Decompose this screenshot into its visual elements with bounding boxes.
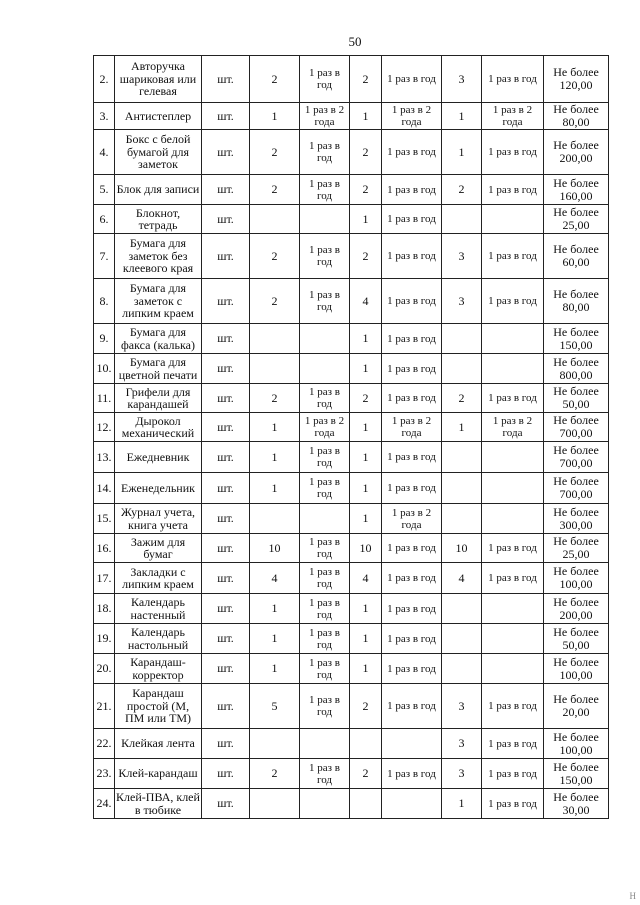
- table-row: [94, 473, 609, 504]
- cell-f2: 1 раз в год: [382, 354, 442, 384]
- cell-num: 20.: [94, 654, 115, 684]
- cell-q2: [350, 789, 382, 819]
- cell-price: Не более 700,00: [544, 413, 609, 442]
- cell-f3: 1 раз в год: [482, 759, 544, 789]
- cell-q3: 1: [442, 103, 482, 130]
- cell-name: Грифели для карандашей: [115, 384, 202, 413]
- cell-name: Календарь настольный: [115, 624, 202, 654]
- cell-unit: шт.: [202, 413, 250, 442]
- cell-unit: шт.: [202, 442, 250, 473]
- cell-q2: 1: [350, 324, 382, 354]
- cell-price: Не более 200,00: [544, 594, 609, 624]
- cell-f3: 1 раз в год: [482, 130, 544, 175]
- cell-f3: 1 раз в год: [482, 384, 544, 413]
- cell-q1: 2: [250, 279, 300, 324]
- cell-unit: шт.: [202, 103, 250, 130]
- cell-q2: 1: [350, 354, 382, 384]
- cell-f2: 1 раз в год: [382, 473, 442, 504]
- cell-q2: 1: [350, 594, 382, 624]
- cell-unit: шт.: [202, 473, 250, 504]
- cell-q2: 1: [350, 504, 382, 534]
- cell-f3: [482, 654, 544, 684]
- table-row: [94, 130, 609, 175]
- cell-num: 16.: [94, 534, 115, 563]
- cell-f2: 1 раз в год: [382, 130, 442, 175]
- cell-num: 13.: [94, 442, 115, 473]
- table-row: [94, 205, 609, 234]
- cell-price: Не более 120,00: [544, 56, 609, 103]
- cell-q2: 1: [350, 442, 382, 473]
- cell-f3: [482, 205, 544, 234]
- cell-f2: [382, 729, 442, 759]
- cell-q1: 1: [250, 594, 300, 624]
- table-row: [94, 789, 609, 819]
- cell-q2: 2: [350, 384, 382, 413]
- table-row: [94, 103, 609, 130]
- cell-q1: 1: [250, 654, 300, 684]
- cell-name: Антистеплер: [115, 103, 202, 130]
- cell-name: Блок для записи: [115, 175, 202, 205]
- cell-f1: [300, 729, 350, 759]
- scan-mark: Н: [629, 891, 636, 901]
- cell-f3: [482, 473, 544, 504]
- cell-unit: шт.: [202, 175, 250, 205]
- cell-unit: шт.: [202, 563, 250, 594]
- cell-f3: 1 раз в 2 года: [482, 103, 544, 130]
- cell-price: Не более 150,00: [544, 759, 609, 789]
- cell-name: Авторучка шариковая или гелевая: [115, 56, 202, 103]
- cell-num: 7.: [94, 234, 115, 279]
- cell-num: 24.: [94, 789, 115, 819]
- cell-q2: 1: [350, 413, 382, 442]
- cell-f3: 1 раз в год: [482, 789, 544, 819]
- cell-num: 5.: [94, 175, 115, 205]
- table-row: [94, 594, 609, 624]
- cell-q2: 2: [350, 759, 382, 789]
- cell-f2: 1 раз в год: [382, 234, 442, 279]
- cell-q3: 3: [442, 684, 482, 729]
- cell-unit: шт.: [202, 205, 250, 234]
- cell-q3: [442, 473, 482, 504]
- cell-name: Карандаш простой (М, ПМ или ТМ): [115, 684, 202, 729]
- cell-num: 6.: [94, 205, 115, 234]
- cell-price: Не более 100,00: [544, 729, 609, 759]
- cell-q2: [350, 729, 382, 759]
- cell-q3: [442, 504, 482, 534]
- cell-num: 10.: [94, 354, 115, 384]
- cell-f1: 1 раз в год: [300, 473, 350, 504]
- cell-f3: [482, 354, 544, 384]
- cell-price: Не более 20,00: [544, 684, 609, 729]
- cell-f2: 1 раз в год: [382, 684, 442, 729]
- cell-f2: 1 раз в год: [382, 384, 442, 413]
- cell-q1: 1: [250, 103, 300, 130]
- cell-unit: шт.: [202, 384, 250, 413]
- cell-q1: [250, 504, 300, 534]
- cell-f1: [300, 789, 350, 819]
- cell-unit: шт.: [202, 279, 250, 324]
- table-row: [94, 759, 609, 789]
- cell-price: Не более 80,00: [544, 279, 609, 324]
- cell-name: Бокс с белой бумагой для заметок: [115, 130, 202, 175]
- cell-q3: [442, 205, 482, 234]
- cell-q2: 1: [350, 473, 382, 504]
- cell-num: 14.: [94, 473, 115, 504]
- table-row: [94, 354, 609, 384]
- cell-f1: 1 раз в год: [300, 759, 350, 789]
- cell-price: Не более 80,00: [544, 103, 609, 130]
- cell-num: 3.: [94, 103, 115, 130]
- cell-f1: 1 раз в год: [300, 175, 350, 205]
- cell-q2: 10: [350, 534, 382, 563]
- cell-f2: [382, 789, 442, 819]
- cell-price: Не более 700,00: [544, 473, 609, 504]
- cell-q2: 2: [350, 130, 382, 175]
- cell-q3: [442, 594, 482, 624]
- cell-name: Бумага для заметок без клеевого края: [115, 234, 202, 279]
- cell-unit: шт.: [202, 130, 250, 175]
- cell-q2: 1: [350, 205, 382, 234]
- supplies-table: [93, 55, 609, 819]
- cell-q1: 10: [250, 534, 300, 563]
- cell-f2: 1 раз в год: [382, 175, 442, 205]
- cell-q1: 1: [250, 473, 300, 504]
- cell-f2: 1 раз в 2 года: [382, 103, 442, 130]
- cell-f2: 1 раз в год: [382, 654, 442, 684]
- cell-q1: 2: [250, 56, 300, 103]
- cell-q2: 4: [350, 279, 382, 324]
- cell-q3: 3: [442, 759, 482, 789]
- table-row: [94, 279, 609, 324]
- cell-price: Не более 50,00: [544, 624, 609, 654]
- cell-f3: [482, 594, 544, 624]
- cell-price: Не более 60,00: [544, 234, 609, 279]
- cell-unit: шт.: [202, 234, 250, 279]
- cell-f3: [482, 624, 544, 654]
- cell-f1: 1 раз в год: [300, 279, 350, 324]
- table-row: [94, 234, 609, 279]
- cell-f2: 1 раз в год: [382, 324, 442, 354]
- table-row: [94, 729, 609, 759]
- cell-unit: шт.: [202, 684, 250, 729]
- cell-q2: 1: [350, 103, 382, 130]
- cell-price: Не более 800,00: [544, 354, 609, 384]
- cell-unit: шт.: [202, 654, 250, 684]
- cell-f1: 1 раз в год: [300, 384, 350, 413]
- cell-f3: 1 раз в год: [482, 175, 544, 205]
- cell-f2: 1 раз в год: [382, 594, 442, 624]
- cell-q1: 4: [250, 563, 300, 594]
- cell-num: 15.: [94, 504, 115, 534]
- cell-name: Блокнот, тетрадь: [115, 205, 202, 234]
- cell-f1: 1 раз в год: [300, 563, 350, 594]
- cell-q2: 2: [350, 175, 382, 205]
- cell-f2: 1 раз в 2 года: [382, 504, 442, 534]
- table-row: [94, 504, 609, 534]
- cell-q2: 4: [350, 563, 382, 594]
- cell-q3: [442, 624, 482, 654]
- cell-name: Зажим для бумаг: [115, 534, 202, 563]
- cell-q1: 2: [250, 130, 300, 175]
- cell-q3: 4: [442, 563, 482, 594]
- cell-f3: [482, 442, 544, 473]
- cell-name: Ежедневник: [115, 442, 202, 473]
- cell-q3: 1: [442, 130, 482, 175]
- cell-name: Календарь настенный: [115, 594, 202, 624]
- cell-f2: 1 раз в год: [382, 534, 442, 563]
- cell-name: Журнал учета, книга учета: [115, 504, 202, 534]
- cell-q3: 3: [442, 56, 482, 103]
- cell-f3: 1 раз в год: [482, 534, 544, 563]
- cell-unit: шт.: [202, 56, 250, 103]
- cell-f2: 1 раз в год: [382, 442, 442, 473]
- cell-q3: 2: [442, 175, 482, 205]
- cell-q3: 3: [442, 729, 482, 759]
- cell-f3: 1 раз в год: [482, 279, 544, 324]
- cell-f3: 1 раз в 2 года: [482, 413, 544, 442]
- cell-f2: 1 раз в год: [382, 279, 442, 324]
- cell-name: Закладки с липким краем: [115, 563, 202, 594]
- cell-f2: 1 раз в год: [382, 563, 442, 594]
- cell-q3: [442, 654, 482, 684]
- cell-num: 17.: [94, 563, 115, 594]
- cell-name: Клей-ПВА, клей в тюбике: [116, 790, 200, 817]
- cell-q1: [250, 729, 300, 759]
- cell-f2: 1 раз в год: [382, 624, 442, 654]
- cell-f1: 1 раз в 2 года: [300, 103, 350, 130]
- cell-num: 11.: [94, 384, 115, 413]
- cell-f2: 1 раз в год: [382, 759, 442, 789]
- table-row: [94, 534, 609, 563]
- cell-unit: шт.: [202, 759, 250, 789]
- cell-unit: шт.: [202, 534, 250, 563]
- cell-q1: 1: [250, 413, 300, 442]
- table-row: [94, 413, 609, 442]
- cell-f3: [482, 504, 544, 534]
- cell-q1: 2: [250, 175, 300, 205]
- cell-f2: 1 раз в год: [382, 205, 442, 234]
- cell-q1: [250, 324, 300, 354]
- cell-name: Бумага для заметок с липким краем: [115, 279, 202, 324]
- cell-unit: шт.: [202, 324, 250, 354]
- cell-f1: 1 раз в год: [300, 234, 350, 279]
- cell-q1: [250, 789, 300, 819]
- cell-f1: 1 раз в год: [300, 624, 350, 654]
- cell-f1: 1 раз в год: [300, 654, 350, 684]
- table-row: [94, 175, 609, 205]
- cell-f3: 1 раз в год: [482, 563, 544, 594]
- cell-price: Не более 25,00: [544, 205, 609, 234]
- cell-f1: 1 раз в год: [300, 534, 350, 563]
- cell-q1: 2: [250, 234, 300, 279]
- cell-q3: [442, 442, 482, 473]
- cell-q2: 1: [350, 624, 382, 654]
- cell-f1: [300, 504, 350, 534]
- cell-price: Не более 160,00: [544, 175, 609, 205]
- cell-price: Не более 100,00: [544, 563, 609, 594]
- cell-f3: [482, 324, 544, 354]
- cell-num: 4.: [94, 130, 115, 175]
- cell-q2: 2: [350, 684, 382, 729]
- cell-q3: 1: [442, 413, 482, 442]
- cell-unit: шт.: [202, 789, 250, 819]
- cell-unit: шт.: [202, 624, 250, 654]
- table-row: [94, 563, 609, 594]
- cell-f1: 1 раз в год: [300, 684, 350, 729]
- cell-num: 19.: [94, 624, 115, 654]
- cell-num: 12.: [94, 413, 115, 442]
- page-number: 50: [348, 34, 362, 49]
- cell-name: Карандаш-корректор: [115, 654, 202, 684]
- cell-q1: [250, 354, 300, 384]
- cell-f1: 1 раз в 2 года: [300, 413, 350, 442]
- table-row: [94, 384, 609, 413]
- table-row: [94, 684, 609, 729]
- table-row: [94, 56, 609, 103]
- cell-f1: 1 раз в год: [300, 56, 350, 103]
- table-body: [94, 56, 609, 819]
- cell-price: Не более 200,00: [544, 130, 609, 175]
- cell-q1: 5: [250, 684, 300, 729]
- cell-q1: 1: [250, 624, 300, 654]
- cell-name: Клей-карандаш: [115, 759, 202, 789]
- cell-f3: 1 раз в год: [482, 56, 544, 103]
- cell-q2: 2: [350, 56, 382, 103]
- cell-unit: шт.: [202, 729, 250, 759]
- cell-q3: 1: [442, 789, 482, 819]
- cell-name: Клейкая лента: [115, 729, 202, 759]
- cell-q3: 3: [442, 279, 482, 324]
- cell-num: 18.: [94, 594, 115, 624]
- cell-name: Бумага для цветной печати: [115, 354, 202, 384]
- cell-price: Не более 25,00: [544, 534, 609, 563]
- cell-q1: 1: [250, 442, 300, 473]
- cell-q2: 1: [350, 654, 382, 684]
- cell-price: Не более 150,00: [544, 324, 609, 354]
- cell-f1: [300, 205, 350, 234]
- cell-unit: шт.: [202, 354, 250, 384]
- cell-q3: 10: [442, 534, 482, 563]
- cell-num: 23.: [94, 759, 115, 789]
- cell-f1: 1 раз в год: [300, 130, 350, 175]
- cell-num: 21.: [94, 684, 115, 729]
- table-row: [94, 654, 609, 684]
- cell-f1: 1 раз в год: [300, 442, 350, 473]
- cell-f3: 1 раз в год: [482, 234, 544, 279]
- table-row: [94, 442, 609, 473]
- cell-name: Дырокол механический: [115, 413, 202, 442]
- table-row: [94, 624, 609, 654]
- cell-name: Еженедельник: [115, 473, 202, 504]
- cell-f2: 1 раз в год: [382, 56, 442, 103]
- cell-num: 8.: [94, 279, 115, 324]
- cell-q1: [250, 205, 300, 234]
- cell-f3: 1 раз в год: [482, 729, 544, 759]
- cell-f1: [300, 324, 350, 354]
- cell-num: 22.: [94, 729, 115, 759]
- cell-q1: 2: [250, 759, 300, 789]
- cell-f1: 1 раз в год: [300, 594, 350, 624]
- cell-price: Не более 300,00: [544, 504, 609, 534]
- cell-f3: 1 раз в год: [482, 684, 544, 729]
- cell-q3: 3: [442, 234, 482, 279]
- cell-unit: шт.: [202, 594, 250, 624]
- cell-q3: [442, 324, 482, 354]
- cell-num: 9.: [94, 324, 115, 354]
- cell-f1: [300, 354, 350, 384]
- cell-q3: 2: [442, 384, 482, 413]
- cell-price: Не более 100,00: [544, 654, 609, 684]
- cell-num: 2.: [94, 56, 115, 103]
- cell-q3: [442, 354, 482, 384]
- cell-f2: 1 раз в 2 года: [382, 413, 442, 442]
- cell-name: Бумага для факса (калька): [115, 324, 202, 354]
- cell-price: Не более 700,00: [544, 442, 609, 473]
- table-row: [94, 324, 609, 354]
- cell-q2: 2: [350, 234, 382, 279]
- cell-q1: 2: [250, 384, 300, 413]
- cell-price: Не более 50,00: [544, 384, 609, 413]
- cell-price: Не более 30,00: [544, 789, 609, 819]
- cell-unit: шт.: [202, 504, 250, 534]
